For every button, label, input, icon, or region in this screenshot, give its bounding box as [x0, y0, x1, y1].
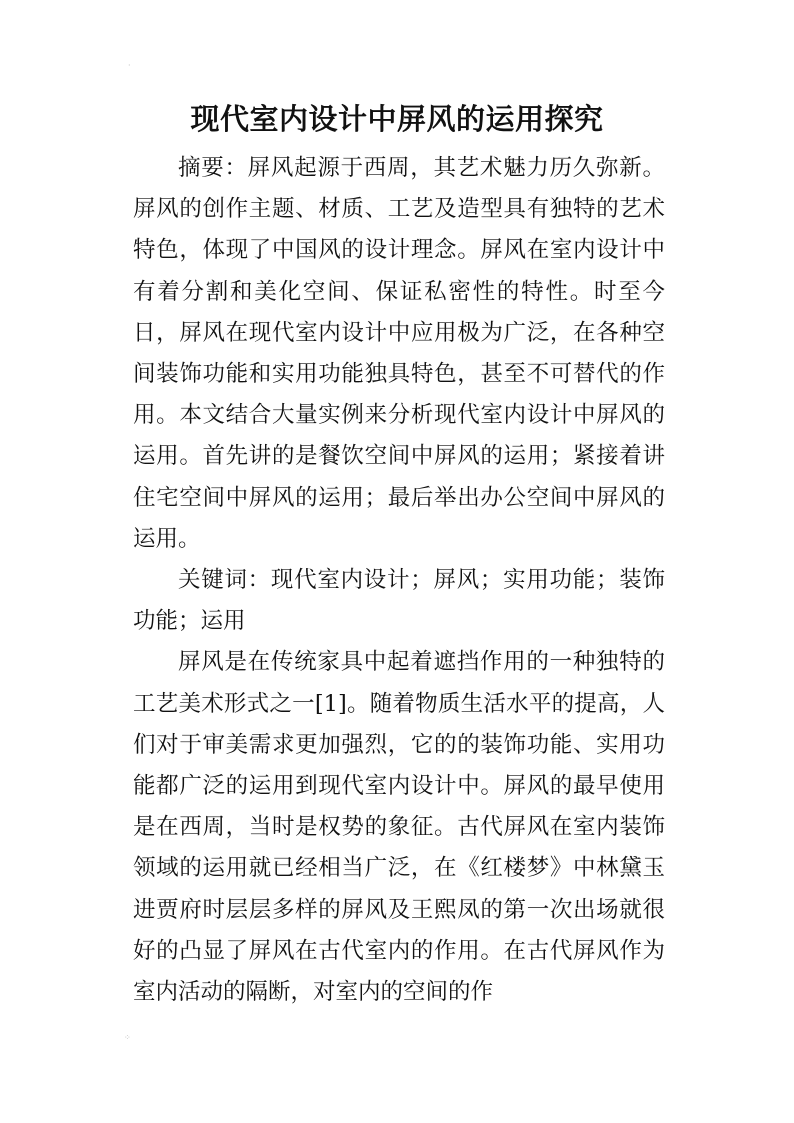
scan-speck-top: · — [128, 61, 131, 70]
abstract-paragraph: 摘要：屏风起源于西周，其艺术魅力历久弥新。屏风的创作主题、材质、工艺及造型具有独特的艺术特色，体现了中国风的设计理念。屏风在室内设计中有着分割和美化空间、保证私密性的特性。时至今日，屏风在现代室内设计中应用极为广泛，在各种空间装饰功能和实用功能独具特色，甚至不可替代的作用。本文结合大量实例来分析现代室内设计中屏风的运用。首先讲的是餐饮空间中屏风的运用；紧接着讲住宅空间中屏风的运用；最后举出办公空间中屏风的运用。 — [133, 155, 665, 552]
keywords-paragraph: 关键词：现代室内设计；屏风；实用功能；装饰功能；运用 — [133, 567, 665, 635]
document-body — [133, 148, 665, 1013]
document-title: 现代室内设计中屏风的运用探究 — [190, 102, 604, 136]
scan-speck-bottom: ⁘ — [124, 1033, 131, 1042]
intro-paragraph: 屏风是在传统家具中起着遮挡作用的一种独特的工艺美术形式之一[1]。随着物质生活水平的提高，人们对于审美需求更加强烈，它的的装饰功能、实用功能都广泛的运用到现代室内设计中。屏风的最早使用是在西周，当时是权势的象征。古代屏风在室内装饰领域的运用就已经相当广泛，在《红楼梦》中林黛玉进贾府时层层多样的屏风及王熙凤的第一次出场就很好的凸显了屏风在古代室内的作用。在古代屏风作为室内活动的隔断，对室内的空间的作 — [133, 649, 665, 1006]
